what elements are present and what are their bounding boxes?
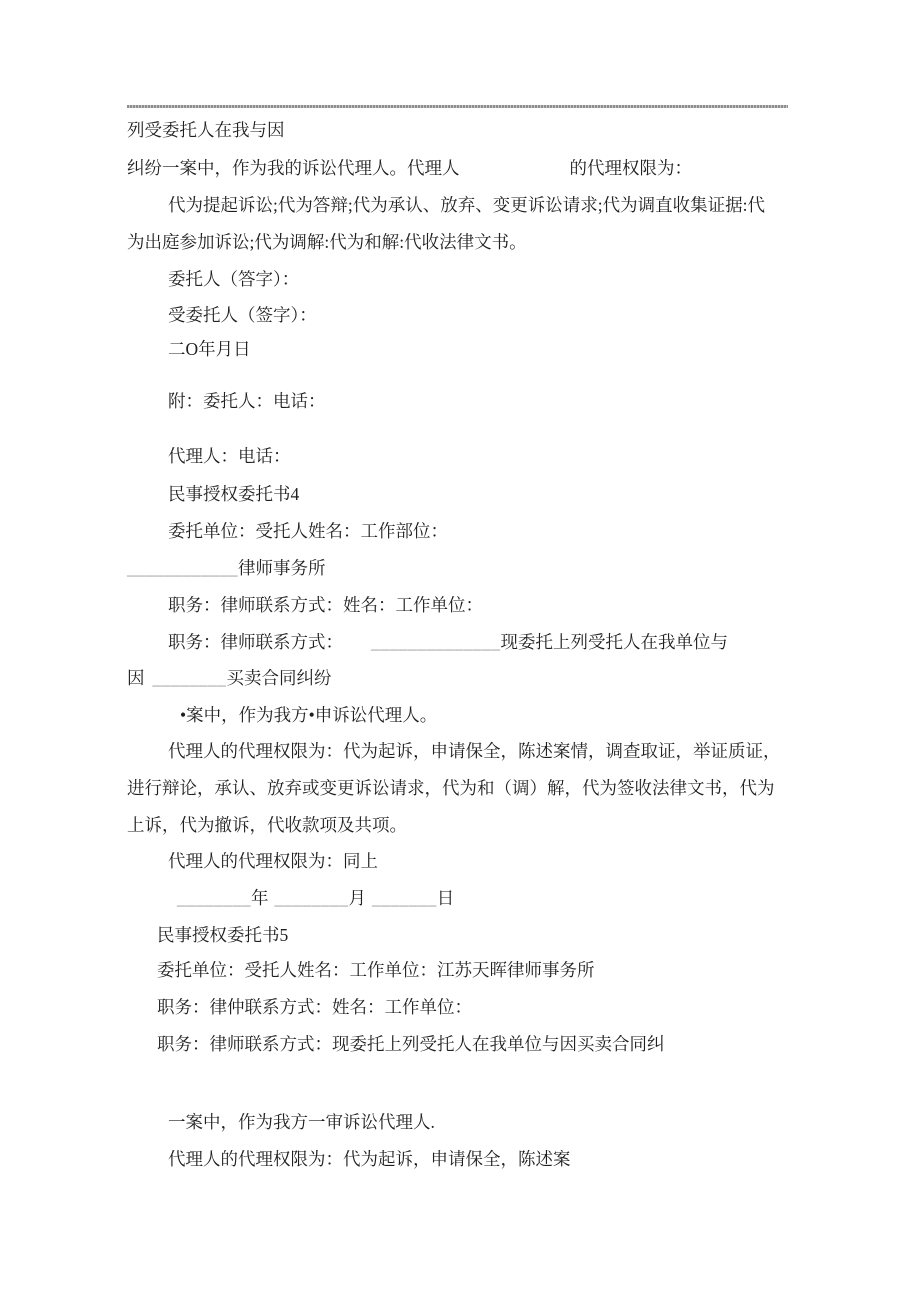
- section5-parties-line: 委托单位：受托人姓名：工作单位：江苏天晖律师事务所: [157, 960, 595, 980]
- cause-pre: 因: [127, 668, 145, 688]
- attachment-principal-phone: 附：委托人：电话：: [168, 391, 326, 411]
- blank-underline: ________: [152, 668, 227, 688]
- section5-position-line-2: 职务：律师联系方式：现委托上列受托人在我单位与因买卖合同纠: [157, 1034, 665, 1054]
- doc-line-powers-2: 为出庭参加诉讼;代为调解:代为和解:代收法律文书。: [127, 232, 527, 252]
- trustee-signature-label: 受委托人（签字）：: [168, 305, 317, 325]
- section4-position-line-1: 职务：律师联系方式：姓名：工作单位：: [168, 595, 483, 615]
- section4-parties-line: 委托单位：受托人姓名：工作部位：: [168, 521, 448, 541]
- case-role-line: •案中，作为我方•申诉讼代理人。: [180, 705, 438, 725]
- agent-powers-line-1: 代理人的代理权限为：代为起诉，申请保全，陈述案情，调查取证，举证质证，: [168, 741, 781, 761]
- day-underline: _______: [372, 888, 437, 908]
- section5-heading: 民事授权委托书5: [157, 925, 289, 945]
- agent-powers-line-3: 上诉，代为撤诉，代收款项及共项。: [127, 815, 407, 835]
- law-firm-label: 律师事务所: [238, 558, 326, 578]
- cause-post: 买卖合同纠纷: [226, 668, 332, 688]
- month-underline: ________: [274, 888, 349, 908]
- day-label: 日: [436, 888, 455, 908]
- doc-line-intro-2: [127, 156, 692, 180]
- principal-signature-label: 委托人（答字）：: [168, 269, 300, 289]
- date-line-short: 二O年月日: [168, 339, 251, 359]
- law-firm-blank-line: [127, 556, 326, 580]
- horizontal-rule: [127, 105, 788, 108]
- section5-case-role-line: 一案中，作为我方一审诉讼代理人.: [168, 1112, 435, 1132]
- section4-heading: 民事授权委托书4: [168, 484, 300, 504]
- doc-line-powers-1: 代为提起诉讼;代为答辩;代为承认、放弃、变更诉讼请求;代为调直收集证据:代: [168, 195, 765, 215]
- year-underline: ________: [177, 888, 251, 908]
- section5-position-line-1: 职务：律仲联系方式：姓名：工作单位：: [157, 997, 472, 1017]
- dispute-cause-line: [127, 666, 332, 690]
- section5-agent-powers-line: 代理人的代理权限为：代为起诉，申请保全，陈述案: [168, 1149, 571, 1169]
- position-2-post: 现委托上列受托人在我单位与: [500, 632, 728, 652]
- date-blank-line: [177, 886, 454, 910]
- intro-2-pre: 纠纷一案中，作为我的诉讼代理人。代理人: [127, 158, 460, 178]
- position-2-pre: 职务：律师联系方式：: [168, 632, 343, 652]
- doc-line-intro-1: 列受委托人在我与因: [127, 120, 285, 140]
- section4-position-line-2: [168, 630, 728, 654]
- intro-2-post: 的代理权限为：: [569, 158, 692, 178]
- year-label: 年: [251, 888, 269, 908]
- agent-powers-line-2: 进行辩论，承认、放弃或变更诉讼请求，代为和（调）解，代为签收法律文书，代为: [127, 778, 775, 798]
- agent-powers-same-as-above: 代理人的代理权限为：同上: [168, 851, 378, 871]
- blank-underline: ____________: [127, 558, 238, 578]
- blank-underline: ______________: [371, 632, 501, 652]
- agent-phone: 代理人：电话：: [168, 446, 291, 466]
- month-label: 月: [348, 888, 366, 908]
